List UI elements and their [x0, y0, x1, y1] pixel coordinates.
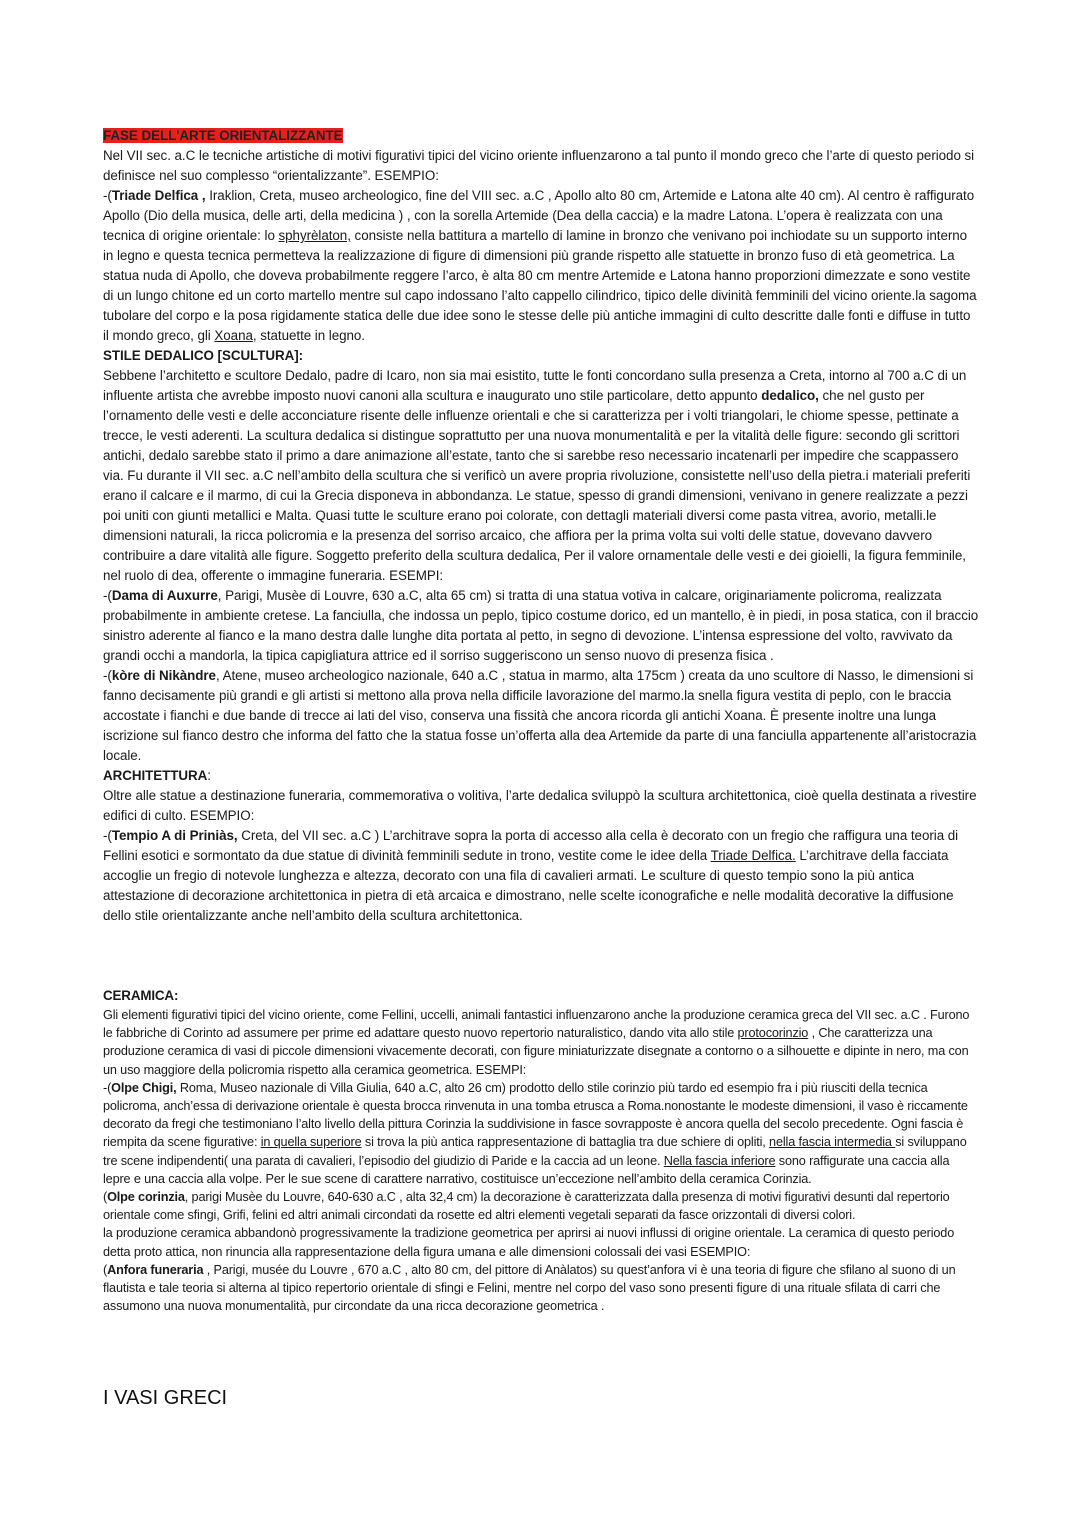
paragraph-ceramica	[103, 1006, 979, 1079]
text-run: , parigi Musèe du Louvre, 640-630 a.C , alta 32,4 cm) la decorazione è caratterizzata dalla presenza di motivi figurativi desunti dal repertorio orientale come sfingi, Grifi, felini ed altri animali circondati da rosette ed altri elementi vegetali separati da fasce orizzontali di diversi colori.	[103, 1190, 950, 1223]
paragraph-dedalico	[103, 366, 979, 586]
text-run: sono raffigurate una caccia alla lepre e una caccia alla volpe. Per le sue scene di carattere narrativo, costituisce un’eccezione nell’ambito della ceramica Corinzia.	[103, 1153, 950, 1186]
document-body-upper	[103, 126, 979, 926]
paragraph-olpe-corinzia	[103, 1188, 979, 1224]
text-run: -(	[103, 188, 112, 203]
text-run: si trova la più antica rappresentazione di battaglia tra due schiere di opliti,	[361, 1135, 770, 1150]
paragraph-intro: Nel VII sec. a.C le tecniche artistiche di motivi figurativi tipici del vicino oriente influenzarono a tal punto il mondo greco che l’arte di questo periodo si definisce nel suo complesso “orientalizzante”. ESEMPIO:	[103, 148, 975, 183]
paragraph-dama-auxurre	[103, 586, 979, 666]
text-run: -(	[103, 668, 112, 683]
document-body-lower	[103, 986, 979, 1315]
text-run: che nel gusto per l’ornamento delle vesti e delle acconciature risente delle influenze orientali e che si caratterizza per i volti triangolari, le chiome spesse, pettinate a trecce, le vesti aderenti. La scultura dedalica si distingue soprattutto per una nuova monumentalità e per la vitalità delle figure: secondo gli scrittori antichi, dedalo sarebbe stato il primo a dare animazione all’estate, tanto che si sarebbe reso necessario incatenarli per impedire che scappassero via. Fu durante il VII sec. a.C nell’ambito della scultura che si verificò un avere propria rivoluzione, consistette nell’uso della pietra.i materiali preferiti erano il calcare e il marmo, di cui la Grecia disponeva in abbondanza. Le statue, spesso di grandi dimensioni, venivano in genere realizzate a pezzi poi uniti con giunti metallici e Malta. Quasi tutte le sculture erano poi colorate, con dettagli materiali diversi come pasta vitrea, avorio, metalli.le dimensioni naturali, la ricca policromia e la presenza del sorriso arcaico, che affiora per la prima volta sui volti delle statue, dovevano davvero contribuire a dare vitalità alle figure. Soggetto preferito della scultura dedalica, Per il valore ornamentale delle vesti e dei gioielli, la figura femminile, nel ruolo di dea, offerente o immagine funeraria. ESEMPI:	[103, 388, 971, 583]
text-run: -(	[103, 1080, 112, 1095]
paragraph-anfora-funeraria	[103, 1261, 979, 1316]
text-run: -(	[103, 828, 112, 843]
text-run: Sebbene l’architetto e scultore Dedalo, padre di Icaro, non sia mai esistito, tutte le fonti concordano sulla presenza a Creta, intorno al 700 a.C di un influente artista che avrebbe imposto nuovi canoni alla scultura e inaugurato uno stile particolare, detto appunto	[103, 368, 967, 403]
text-run: , statuette in legno.	[252, 328, 365, 343]
heading-colon: :	[207, 768, 211, 783]
artwork-name-anfora: Anfora funeraria	[107, 1262, 204, 1277]
text-run: , Atene, museo archeologico nazionale, 640 a.C , statua in marmo, alta 175cm ) creata da uno scultore di Nasso, le dimensioni si fanno decisamente più grandi e gli artisti si mettono alla prova nella difficile lavorazione del marmo.la snella figura vestita di peplo, con le braccia accostate i fianchi e due bande di trecce ai lati del viso, conserva una fissità che ancora ricorda gli antichi Xoana. È presente inoltre una lunga iscrizione sul fianco destro che informa del fatto che la statua fosse un’offerta alla dea Artemide da parte di una fanciulla appartenente all’aristocrazia locale.	[103, 668, 977, 763]
paragraph-tempio-prinias	[103, 826, 979, 926]
text-run: Roma, Museo nazionale di Villa Giulia, 640 a.C, alto 26 cm) prodotto dello stile corinzio più tardo ed esempio fra i più riusciti della tecnica policroma, anch’essa di derivazione orientale è questa brocca rinvenuta in una tomba etrusca a Roma.nonostante le modeste dimensioni, il vaso è riccamente decorato da fregi che testimoniano l’alto livello della pittura Corinzia la suddivisione in fasce sovrapposte è ancora quella del secolo precedente. Ogni fascia è riempita da scene figurative:	[103, 1080, 968, 1150]
next-section-title: I VASI GRECI	[103, 1387, 228, 1409]
paragraph-olpe-chigi	[103, 1079, 979, 1188]
text-run: -(	[103, 588, 112, 603]
text-run: Creta, del VII sec. a.C ) L’architrave sopra la porta di accesso alla cella è decorato con un fregio che raffigura una teoria di Fellini esotici e sormontato da due statue di divinità femminili sedute in trono, vestite come le idee della	[103, 828, 959, 863]
term-fascia-intermedia: nella fascia intermedia	[769, 1135, 896, 1150]
artwork-name-olpe-corinzia: Olpe corinzia	[107, 1190, 185, 1205]
artwork-name-dama: Dama di Auxurre	[111, 588, 218, 603]
section-heading-architettura	[103, 766, 979, 786]
term-triade-delfica: Triade Delfica.	[710, 848, 796, 863]
term-protocorinzio: protocorinzio	[737, 1026, 809, 1041]
paragraph-architettura-intro: Oltre alle statue a destinazione funeraria, commemorativa o volitiva, l’arte dedalica sviluppò la scultura architettonica, cioè quella destinata a rivestire edifici di culto. ESEMPIO:	[103, 788, 977, 823]
text-run: (	[103, 1190, 108, 1205]
term-fascia-inferiore: Nella fascia inferiore	[663, 1153, 776, 1168]
text-run: L’architrave della facciata accoglie un fregio di notevole lunghezza e altezza, decorato con una fila di cavalieri armati. Le sculture di questo tempio sono la più antica attestazione di decorazione architettonica in pietra di età arcaica e dimostrano, nelle scelte iconografiche e nelle modalità decorative la diffusione dello stile orientalizzante anche nell’ambito della scultura architettonica.	[103, 848, 954, 923]
artwork-name-olpe-chigi: Olpe Chigi,	[111, 1080, 177, 1095]
heading-text: ARCHITETTURA	[103, 768, 208, 783]
term-dedalico: dedalico,	[761, 388, 819, 403]
text-run: (	[103, 1262, 108, 1277]
artwork-name-tempio: Tempio A di Priniàs,	[111, 828, 238, 843]
text-run: , Che caratterizza una produzione ceramica di vasi di piccole dimensioni vivacemente decorati, con figure miniaturizzate disegnate a contorno o a silhouette e dipinte in nero, ma con un uso maggiore della policromia rispetto alla ceramica geometrica. ESEMPI:	[103, 1026, 969, 1077]
artwork-name-kore: kòre di Nikàndre	[111, 668, 216, 683]
term-xoana: Xoana	[214, 328, 253, 343]
paragraph-kore-nikandre	[103, 666, 979, 766]
text-run: , Parigi, musée du Louvre , 670 a.C , alto 80 cm, del pittore di Anàlatos) su quest’anfora vi è una teoria di figure che sfilano al suono di un flautista e tale teoria si alterna al tipico repertorio orientale di sfingi e Felini, mentre nel corpo del vaso sono presenti figure di una rituale sfilata di carri che assumono una nuova monumentalità, pur circondate da una ricca decorazione geometrica .	[103, 1262, 956, 1314]
text-run: consiste nella battitura a martello di lamine in bronzo che venivano poi inchiodate su un supporto interno in legno e questa tecnica permetteva la realizzazione di figure di dimensioni più grande rispetto alle statuette in bronzo fuso di età geometrica. La statua nuda di Apollo, che doveva probabilmente reggere l’arco, è alta 80 cm mentre Artemide e Latona hanno proporzioni dimezzate e sono vestite di un lungo chitone ed un corto martello mentre sul capo indossano l’alto cappello cilindrico, tipico delle divinità femminili del vicino oriente.la sagoma tubolare del corpo e la posa rigidamente statica delle due idee sono le stesse delle più antiche immagini di culto descritte dalle fonti e diffuse in tutto il mondo greco, gli	[103, 228, 977, 343]
section-heading-dedalico: STILE DEDALICO [SCULTURA]:	[103, 348, 304, 363]
highlighted-title: FASE DELL'ARTE ORIENTALIZZANTE	[103, 128, 343, 143]
section-title-orientalizzante	[103, 126, 979, 146]
text-run: si sviluppano tre scene indipendenti( una parata di cavalieri, l’episodio del giudizio di Paride e la caccia ad un leone.	[103, 1135, 967, 1168]
artwork-name-triade: Triade Delfica ,	[111, 188, 206, 203]
text-run: Gli elementi figurativi tipici del vicino oriente, come Fellini, uccelli, animali fantastici influenzarono anche la produzione ceramica greca del VII sec. a.C . Furono le fabbriche di Corinto ad assumere per prime ed adattare questo nuovo repertorio naturalistico, dando vita allo stile	[103, 1008, 970, 1041]
section-heading-ceramica: CERAMICA:	[103, 988, 179, 1003]
paragraph-proto-attica: la produzione ceramica abbandonò progressivamente la tradizione geometrica per aprirsi ai nuovi influssi di origine orientale. La ceramica di questo periodo detta proto attica, non rinuncia alla rappresentazione della figura umana e alle dimensioni colossali dei vasi ESEMPIO:	[103, 1226, 955, 1259]
text-run: , Parigi, Musèe di Louvre, 630 a.C, alta 65 cm) si tratta di una statua votiva in calcare, originariamente policroma, realizzata probabilmente in ambiente cretese. La fanciulla, che indossa un peplo, tipico costume dorico, ed un mantello, è in piedi, in posa statica, con il braccio sinistro aderente al fianco e la mano destra dalle lunghe dita portata al petto, in segno di devozione. L’intensa espressione del volto, ravvivato da grandi occhi a mandorla, la tipica capigliatura attrice ed il sorriso suggeriscono un senso nuovo di presenza fisica .	[103, 588, 979, 663]
paragraph-triade-delfica	[103, 186, 979, 346]
term-sphyrelaton: sphyrèlaton,	[278, 228, 351, 243]
term-fascia-superiore: in quella superiore	[260, 1135, 362, 1150]
text-run: Iraklion, Creta, museo archeologico, fine del VIII sec. a.C , Apollo alto 80 cm, Artemide e Latona alte 40 cm). Al centro è raffigurato Apollo (Dio della musica, delle arti, della medicina ) , con la sorella Artemide (Dea della caccia) e la madre Latona. L’opera è realizzata con una tecnica di origine orientale: lo	[103, 188, 975, 243]
